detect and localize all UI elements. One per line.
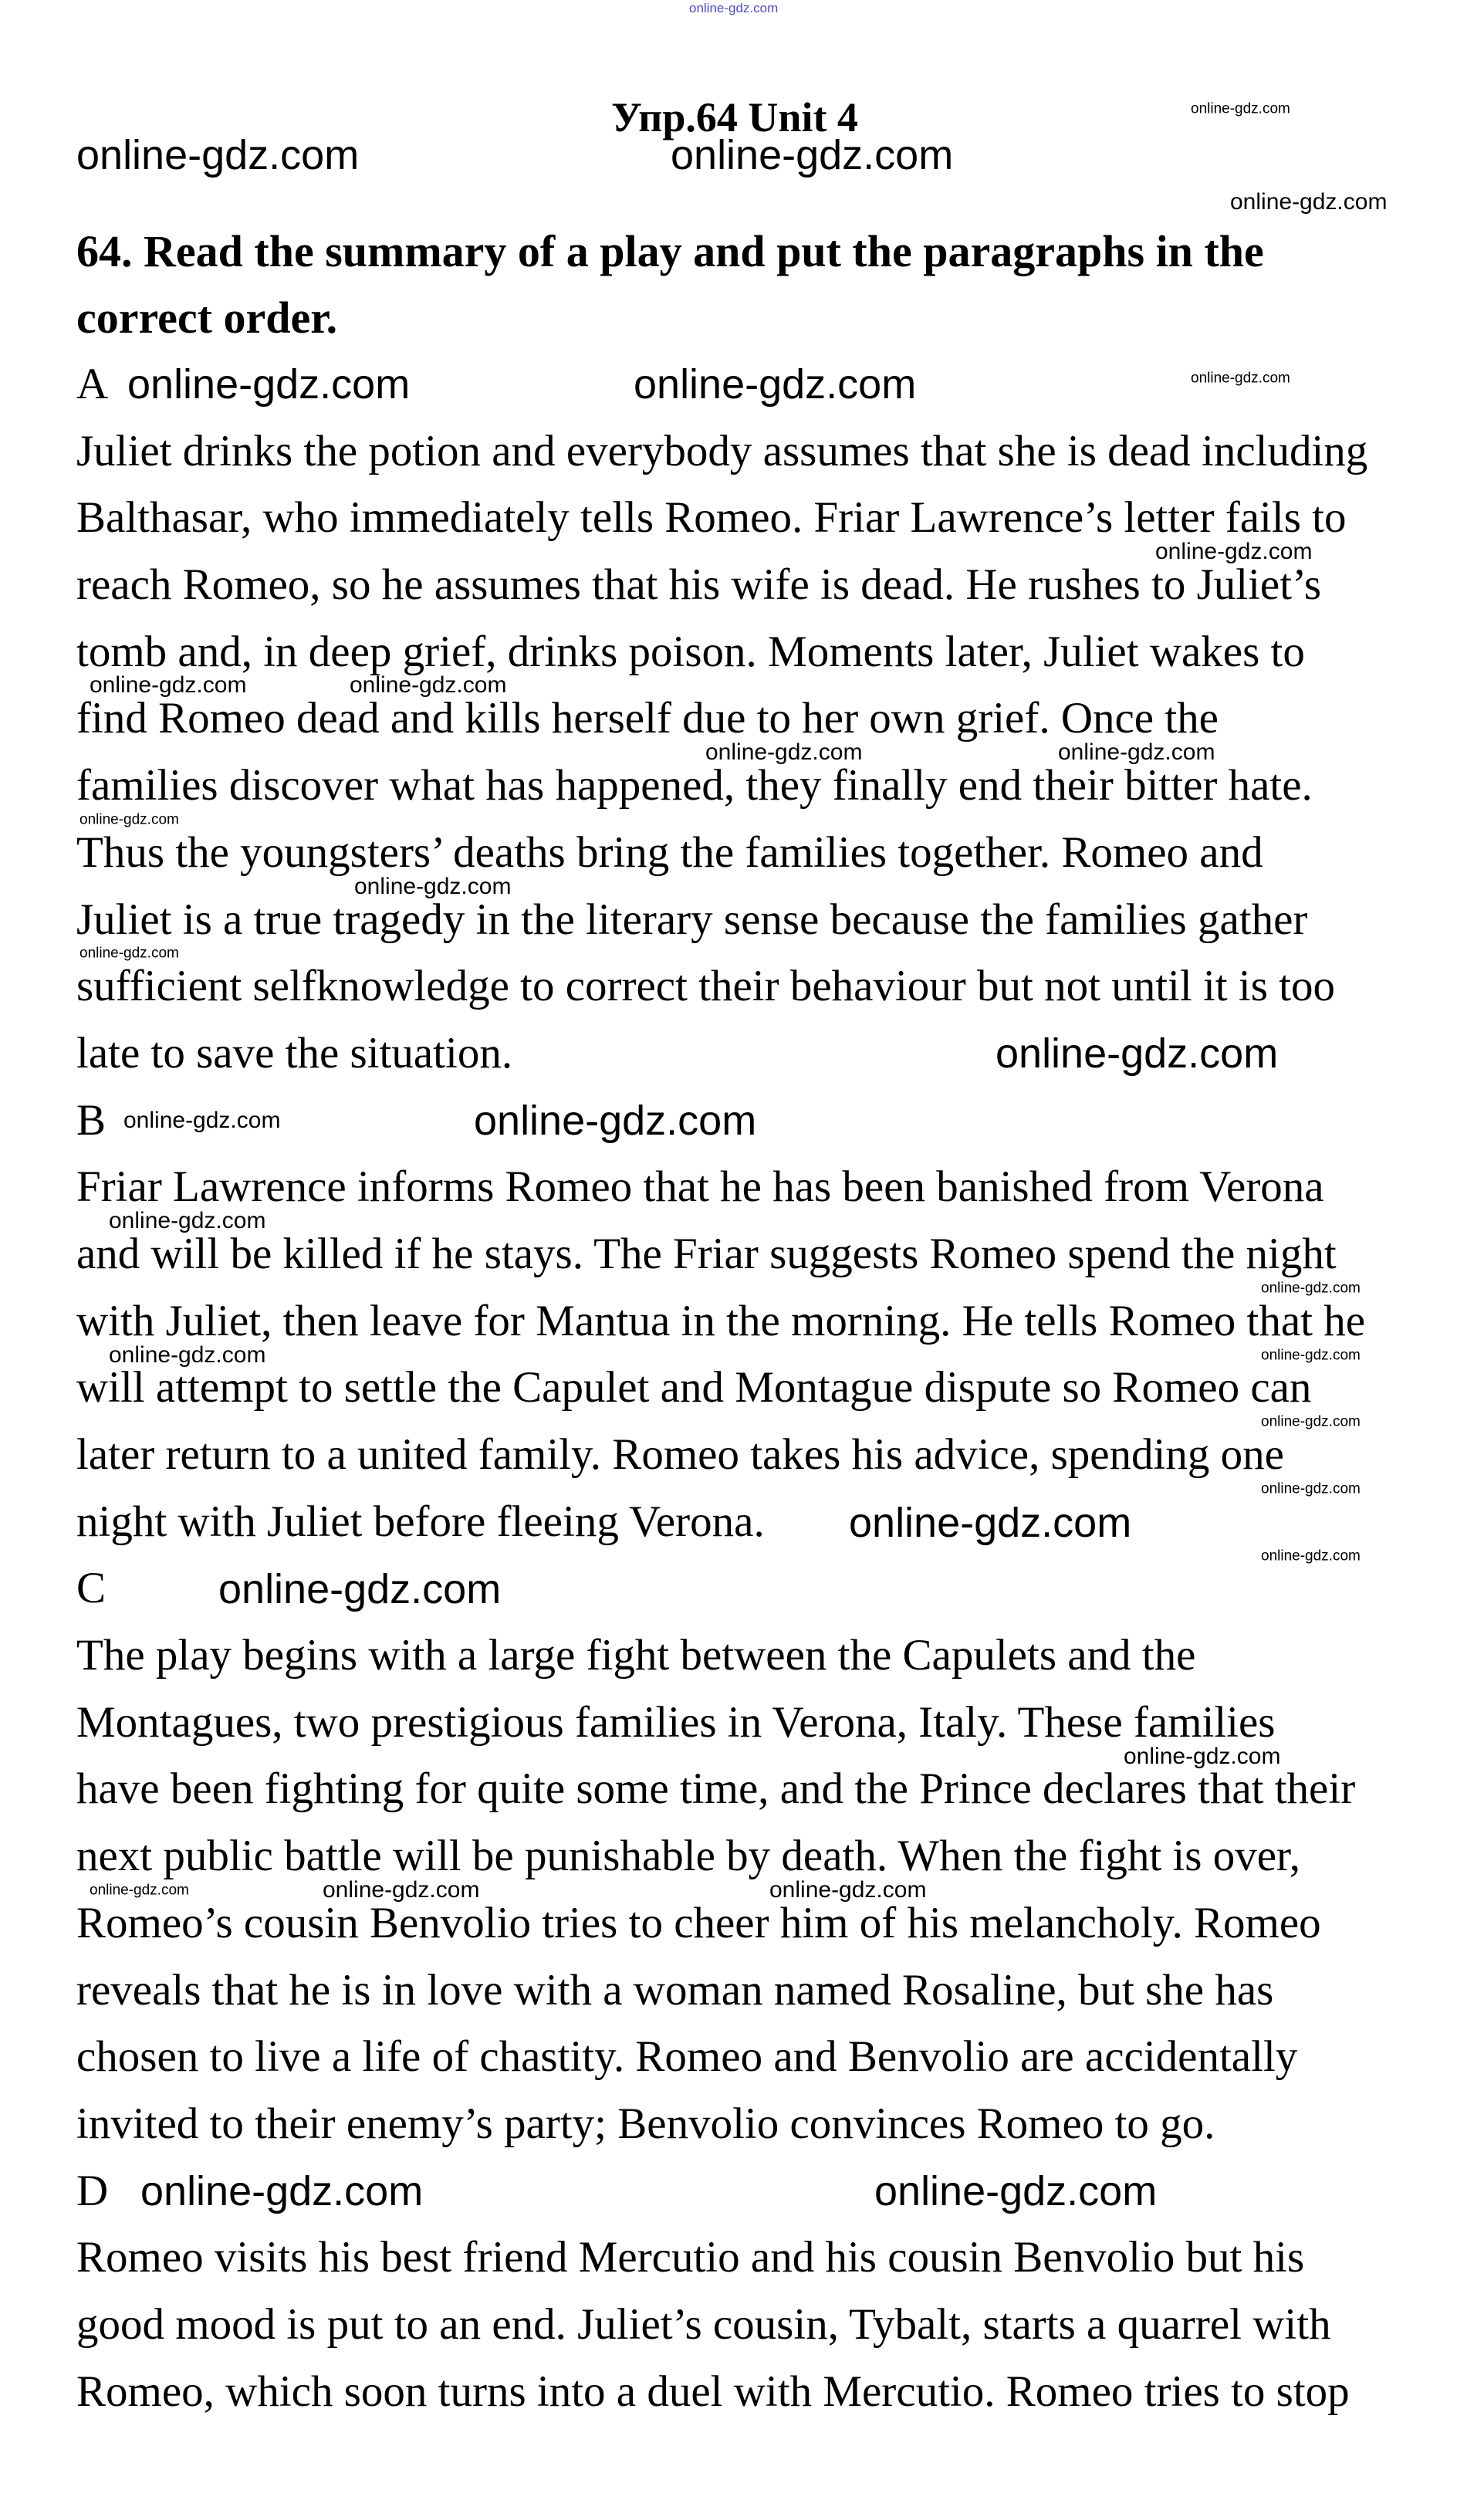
task-instruction	[76, 218, 1264, 351]
watermark: online-gdz.com	[634, 361, 917, 408]
watermark: online-gdz.com	[123, 1108, 281, 1133]
paragraph-line: night with Juliet before fleeing Verona.	[76, 1497, 765, 1546]
watermark: online-gdz.com	[90, 1882, 189, 1899]
paragraph-line: chosen to live a life of chastity. Romeo and Benvolio are accidentally	[76, 2032, 1298, 2082]
watermark: online-gdz.com	[1058, 739, 1215, 765]
paragraph-line: Juliet drinks the potion and everybody assumes that she is dead including	[76, 426, 1368, 475]
paragraph-line: Montagues, two prestigious families in Verona, Italy. These families	[76, 1697, 1276, 1747]
watermark: online-gdz.com	[874, 2168, 1158, 2214]
paragraph-line: Romeo, which soon turns into a duel with Mercutio. Romeo tries to stop	[76, 2366, 1350, 2416]
watermark: online-gdz.com	[1261, 1413, 1361, 1430]
watermark: online-gdz.com	[1124, 1744, 1281, 1769]
watermark: online-gdz.com	[140, 2168, 424, 2214]
paragraph-line: later return to a united family. Romeo takes his advice, spending one	[76, 1430, 1284, 1479]
watermark: online-gdz.com	[769, 1877, 927, 1903]
paragraph-label: B	[76, 1095, 106, 1145]
paragraph-line: find Romeo dead and kills herself due to her own grief. Once the	[76, 694, 1219, 743]
paragraph-line: Balthasar, who immediately tells Romeo. Friar Lawrence’s letter fails to	[76, 493, 1347, 543]
task-line: 64. Read the summary of a play and put the paragraphs in the	[76, 226, 1264, 276]
watermark: online-gdz.com	[323, 1877, 480, 1903]
task-line: correct order.	[76, 293, 338, 343]
watermark: online-gdz.com	[90, 672, 247, 698]
paragraph-line: have been fighting for quite some time, and the Prince declares that their	[76, 1764, 1356, 1814]
watermark: online-gdz.com	[109, 1208, 266, 1233]
watermark: online-gdz.com	[1155, 539, 1313, 564]
paragraph-line: late to save the situation.	[76, 1028, 513, 1078]
watermark: online-gdz.com	[350, 672, 507, 698]
paragraph-line: will attempt to settle the Capulet and Montague dispute so Romeo can	[76, 1363, 1312, 1412]
watermark: online-gdz.com	[1230, 189, 1388, 215]
paragraph-label: D	[76, 2166, 109, 2215]
watermark: online-gdz.com	[996, 1030, 1279, 1077]
watermark: online-gdz.com	[1261, 1347, 1361, 1364]
paragraph-line: good mood is put to an end. Juliet’s cousin, Tybalt, starts a quarrel with	[76, 2299, 1331, 2349]
document-body	[76, 351, 1367, 2425]
paragraph-line: reach Romeo, so he assumes that his wife is dead. He rushes to Juliet’s	[76, 560, 1322, 610]
watermark: online-gdz.com	[218, 1566, 502, 1612]
paragraph-line: Friar Lawrence informs Romeo that he has been banished from Verona	[76, 1162, 1324, 1212]
watermark: online-gdz.com	[1261, 1280, 1361, 1297]
paragraph-line: Thus the youngsters’ deaths bring the families together. Romeo and	[76, 827, 1263, 877]
paragraph-line: with Juliet, then leave for Mantua in the morning. He tells Romeo that he	[76, 1296, 1366, 1345]
paragraph-line: families discover what has happened, they finally end their bitter hate.	[76, 761, 1313, 810]
page-title: Упр.64 Unit 4	[611, 94, 858, 140]
watermark: online-gdz.com	[671, 132, 954, 178]
watermark: online-gdz.com	[109, 1342, 266, 1368]
watermark: online-gdz.com	[79, 945, 179, 962]
paragraph-line: reveals that he is in love with a woman named Rosaline, but she has	[76, 1965, 1274, 2015]
watermark: online-gdz.com	[79, 811, 179, 828]
paragraph-line: and will be killed if he stays. The Friar suggests Romeo spend the night	[76, 1229, 1337, 1278]
watermark: online-gdz.com	[474, 1098, 757, 1144]
paragraph-line: Juliet is a true tragedy in the literary sense because the families gather	[76, 895, 1308, 944]
watermark: online-gdz.com	[127, 361, 411, 408]
watermark: online-gdz.com	[849, 1500, 1132, 1546]
paragraph-line: invited to their enemy’s party; Benvolio convinces Romeo to go.	[76, 2099, 1215, 2148]
watermark: online-gdz.com	[1191, 100, 1290, 117]
paragraph-line: The play begins with a large fight between the Capulets and the	[76, 1631, 1196, 1680]
paragraph-label: A	[76, 360, 109, 408]
paragraph-line: Romeo’s cousin Benvolio tries to cheer him of his melancholy. Romeo	[76, 1898, 1321, 1947]
watermark: online-gdz.com	[689, 1, 779, 15]
paragraph-line: next public battle will be punishable by death. When the fight is over,	[76, 1832, 1300, 1881]
paragraph-label: C	[76, 1564, 106, 1613]
watermark: online-gdz.com	[705, 739, 863, 765]
watermark: online-gdz.com	[76, 132, 360, 178]
watermark: online-gdz.com	[1191, 370, 1290, 387]
paragraph-line: sufficient selfknowledge to correct their behaviour but not until it is too	[76, 962, 1335, 1011]
paragraph-line: tomb and, in deep grief, drinks poison. Moments later, Juliet wakes to	[76, 627, 1305, 676]
paragraph-line: Romeo visits his best friend Mercutio and his cousin Benvolio but his	[76, 2233, 1305, 2282]
watermark: online-gdz.com	[1261, 1480, 1361, 1497]
watermark: online-gdz.com	[1261, 1548, 1361, 1565]
watermark: online-gdz.com	[354, 874, 512, 899]
